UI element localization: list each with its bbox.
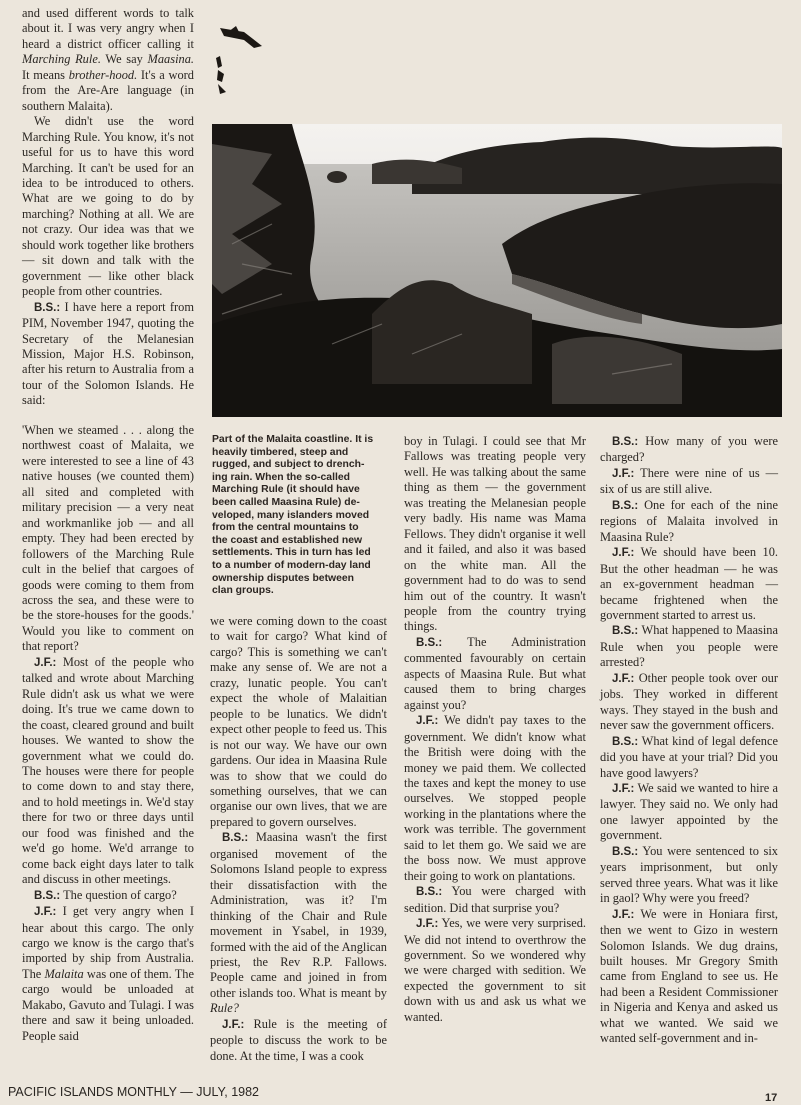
caption-line: Marching Rule (it should have: [212, 484, 360, 496]
paragraph: [600, 498, 778, 545]
paragraph: [210, 830, 387, 1016]
italic-term: Malaita: [44, 966, 84, 981]
text-span: Rule is the meeting of people to discuss the work to be done. At the time, I was a cook: [210, 1016, 387, 1063]
coastline-photo: [212, 124, 782, 417]
speaker-label: B.S.:: [612, 845, 639, 858]
caption-line: settlements. This in turn has led: [212, 547, 371, 559]
paragraph: [404, 635, 586, 713]
bird-emblem: [214, 22, 304, 102]
paragraph: [404, 916, 586, 1025]
caption-line: Part of the Malaita coastline. It is: [212, 434, 374, 445]
text-span: It's a word from the Are-Are language (in southern Malaita).: [22, 67, 194, 113]
article-column-1-lower: [22, 423, 194, 1044]
caption-line: the coast and established new: [212, 534, 363, 546]
speaker-label: J.F.:: [612, 547, 635, 560]
text-span: One for each of the nine regions of Malaita involved in Maasina Rule?: [600, 497, 778, 544]
text-span: I get very angry when I hear about this cargo. The only cargo we know is the cargo that's imported by ship from Australia. The: [22, 904, 194, 981]
page-number: 17: [765, 1092, 778, 1104]
text-span: Maasina wasn't the first organised movement of the Solomons Island people to express their dissatisfaction with the Administration, was it? I'm thinking of the Chair and Rule movement in Ysabel, in 1939, formed with the aid of the Anglican priest, the Rev R.P. Fallows. People came and joined in from other islands too. What is meant by: [210, 830, 387, 1000]
caption-line: ing rain. When the so-called: [212, 471, 350, 483]
italic-term: Marching Rule.: [22, 52, 101, 67]
speaker-label: J.F.:: [222, 1018, 245, 1031]
speaker-label: B.S.:: [612, 436, 639, 448]
speaker-label: J.F.:: [416, 715, 439, 728]
paragraph: [22, 904, 194, 1044]
speaker-label: J.F.:: [34, 656, 57, 669]
text-span: Other people took over our jobs. They worked in different ways. They stayed in the bush and never saw the government officers.: [600, 670, 778, 733]
paragraph: [600, 466, 778, 498]
paragraph: [210, 1017, 387, 1064]
text-span: We should have been 10. But the other headman — he was an ex-government headman — became frightened when the government started to arrest us.: [600, 545, 778, 622]
article-column-4: [600, 434, 778, 1047]
text-span: There were nine of us — six of us are still alive.: [600, 465, 778, 497]
photo-caption: [212, 434, 390, 598]
text-span: The question of cargo?: [60, 887, 177, 902]
paragraph: we were coming down to the coast to wait for cargo? What kind of cargo? This is something we can't make any sense of. We are not a crazy, lunatic people. You can't expect the whole of Malaitian people to be lunatics. We didn't expect other people to feed us. This is not our way. We have our own gardens. Our idea in Maasina Rule was to show that we could do something ourselves, that we can organise our own lives, that we are prepared to govern ourselves.: [210, 614, 387, 829]
caption-line: ownership disputes between: [212, 572, 355, 584]
caption-line: clan groups.: [212, 585, 274, 597]
text-span: and used different words to talk about it. I was very angry when I heard a district officer calling it: [22, 6, 194, 51]
text-span: It means: [22, 67, 69, 82]
speaker-label: J.F.:: [612, 672, 635, 685]
paragraph: [404, 884, 586, 916]
speaker-label: J.F.:: [34, 906, 57, 919]
speaker-label: B.S.:: [34, 301, 61, 314]
paragraph: [600, 623, 778, 670]
speaker-label: J.F.:: [612, 467, 635, 480]
caption-line: heavily timbered, steep and: [212, 446, 349, 458]
paragraph: [404, 713, 586, 884]
caption-line: to a number of modern-day land: [212, 559, 371, 571]
speaker-label: B.S.:: [612, 735, 639, 748]
italic-term: brother-hood.: [68, 67, 138, 82]
paragraph: boy in Tulagi. I could see that Mr Fallows was treating people very well. He was talking about the same thing as them — the government was treating the Melanesian people very badly. His name was Mama Fellows. They didn't organise it well and it failed, and also it was based on the white man. All the government had to do was to send him out of the country. It wasn't people from the country trying things.: [404, 434, 586, 634]
paragraph: We didn't use the word Marching Rule. You know, it's not useful for us to have this word Marching. It can't be used for an idea to be introduced to others. What are we going to do by marching? Nothing at all. We are not crazy. Our idea was that we should work together like brothers — sit down and talk with the government — like other black people from other countries.: [22, 114, 194, 299]
text-span: We didn't pay taxes to the government. We didn't know what the British were doing with the money we paid them. We collected the taxes and kept the money to use ourselves. We stopped people working in the plantations where the work was terrible. The government said to let them go. We said we are the boss now. We must approve their going to work on plantations.: [404, 713, 586, 883]
paragraph: [600, 781, 778, 844]
text-span: Yes, we were very surprised. We did not intend to overthrow the government. So we wondered why we were charged with sedition. We expected the government to sit down with us and ask us what we wanted.: [404, 916, 586, 1024]
speaker-label: B.S.:: [222, 832, 249, 845]
paragraph: [600, 434, 778, 466]
text-span: I have here a report from PIM, November 1947, quoting the Secretary of the Melanesian Mission, Major H.S. Robinson, after his return to Australia from a tour of the Solomon Islands. He said:: [22, 299, 194, 408]
paragraph: 'When we steamed . . . along the northwest coast of Malaita, we were interested to see a line of 43 native houses (we counted them) all sited and completed with military precision — a very neat and workmanlike job — and all empty. They had been erected by followers of the Marching Rule cult in the belief that cargoes of goods were coming to them from across the sea, and these were to be the store-houses for the goods.' Would you like to comment on that report?: [22, 423, 194, 654]
text-span: Most of the people who talked and wrote about Marching Rule didn't ask us what we were doing. It's true we came down to the coast, cleared ground and built houses. We wanted to show the government what we could do. The houses were there for people to come down to and stay there, and to hold meetings in. We'd stay there for two or three days until our food was finished and the we'd go home. We'd arrange to come back eight days later to talk and discuss in other meetings.: [22, 654, 194, 887]
paragraph: [600, 671, 778, 734]
text-span: We say: [100, 52, 148, 67]
paragraph: [22, 6, 194, 114]
speaker-label: B.S.:: [34, 889, 61, 902]
speaker-label: B.S.:: [612, 499, 639, 512]
article-column-2: [210, 614, 387, 1064]
caption-line: rugged, and subject to drench-: [212, 459, 365, 471]
speaker-label: J.F.:: [612, 908, 635, 921]
text-span: How many of you were charged?: [600, 434, 778, 465]
paragraph: [600, 545, 778, 623]
paragraph: [22, 300, 194, 409]
text-span: We said we wanted to hire a lawyer. They said no. We only had one lawyer appointed by the government.: [600, 780, 778, 843]
text-span: What happened to Maasina Rule when you people were arrested?: [600, 623, 778, 670]
paragraph: [600, 734, 778, 781]
caption-line: been called Maasina Rule) de-: [212, 496, 360, 508]
text-span: was one of them. The cargo would be unloaded at Makabo, Gavuto and Tulagi. I was there and saw it being unloaded. People said: [22, 966, 194, 1043]
text-span: You were sentenced to six years imprisonment, but only served three years. What was it like in gaol? Why were you freed?: [600, 843, 778, 906]
speaker-label: B.S.:: [416, 886, 443, 899]
text-span: We were in Honiara first, then we went to Gizo in western Solomon Islands. We dug drains, built houses. Mr Gregory Smith came from England to see us. He had been a Resident Commissioner in Nigeria and Kenya and asked us what we wanted. We said we wanted self-government and in-: [600, 906, 778, 1046]
paragraph: [22, 888, 194, 904]
caption-line: veloped, many islanders moved: [212, 509, 370, 521]
text-span: The Administration commented favourably on certain aspects of Maasina Rule. But what caused them to bring charges against you?: [404, 634, 586, 712]
text-span: What kind of legal defence did you have at your trial? Did you have good lawyers?: [600, 733, 778, 780]
caption-line: from the central mountains to: [212, 522, 359, 534]
speaker-label: B.S.:: [416, 636, 443, 649]
text-span: You were charged with sedition. Did that surprise you?: [404, 884, 586, 915]
article-column-1: [22, 6, 194, 409]
paragraph: [600, 844, 778, 907]
article-column-3: [404, 434, 586, 1025]
italic-term: Rule?: [210, 1001, 239, 1016]
paragraph: [600, 907, 778, 1047]
publication-footer: PACIFIC ISLANDS MONTHLY — JULY, 1982: [8, 1085, 260, 1099]
speaker-label: J.F.:: [612, 782, 635, 795]
italic-term: Maasina.: [147, 52, 194, 67]
speaker-label: J.F.:: [416, 918, 439, 931]
speaker-label: B.S.:: [612, 625, 639, 638]
paragraph: [22, 655, 194, 888]
